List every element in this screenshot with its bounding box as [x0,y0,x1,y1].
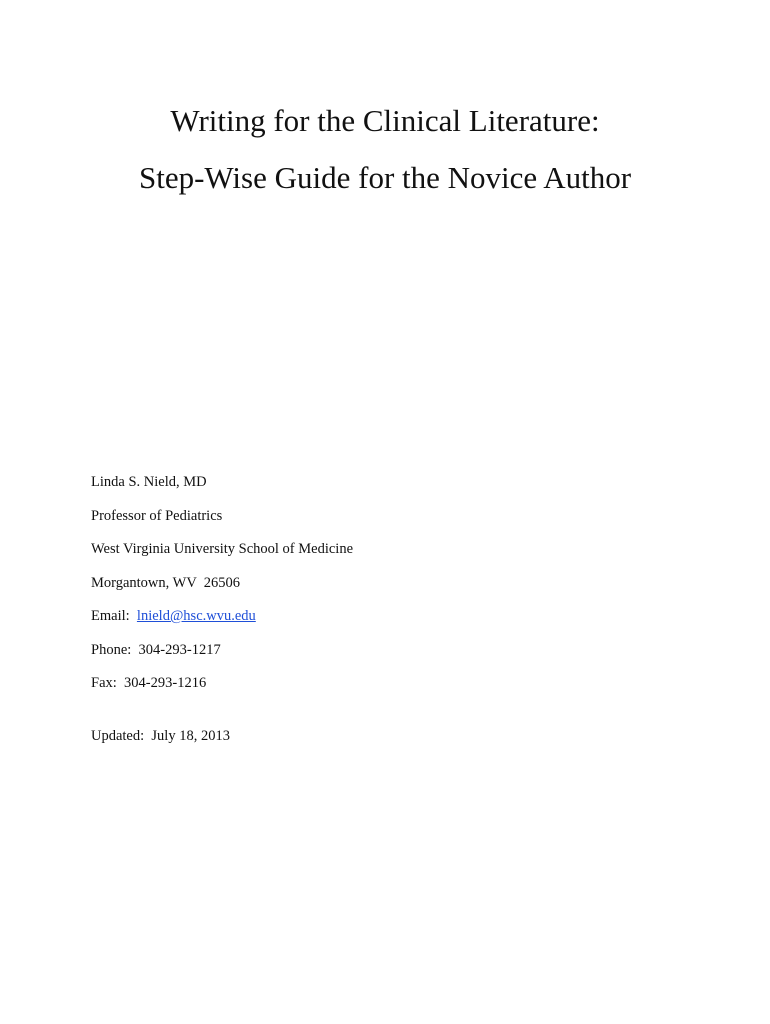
author-location: Morgantown, WV 26506 [91,574,241,591]
author-institution: West Virginia University School of Medicine [91,541,354,557]
fax-label: Fax: [91,675,117,691]
title-line-1: Writing for the Clinical Literature: [170,103,600,138]
updated-label: Updated: [91,728,145,744]
email-link[interactable]: lnield@hsc.wvu.edu [136,608,256,624]
phone-value: 304-293-1217 [138,641,221,658]
author-position: Professor of Pediatrics [91,507,223,524]
phone-row [91,640,691,660]
phone-label: Phone: [91,641,132,658]
title-line-2: Step-Wise Guide for the Novice Author [138,160,632,195]
updated-row [91,726,691,746]
updated-date: July 18, 2013 [151,728,230,744]
author-name: Linda S. Nield, MD [91,474,207,490]
fax-value: 304-293-1216 [124,675,207,691]
fax-row [91,673,691,693]
email-label: Email: [91,608,130,624]
email-row [91,606,691,626]
author-info-block [91,472,691,760]
title-block [0,92,770,206]
